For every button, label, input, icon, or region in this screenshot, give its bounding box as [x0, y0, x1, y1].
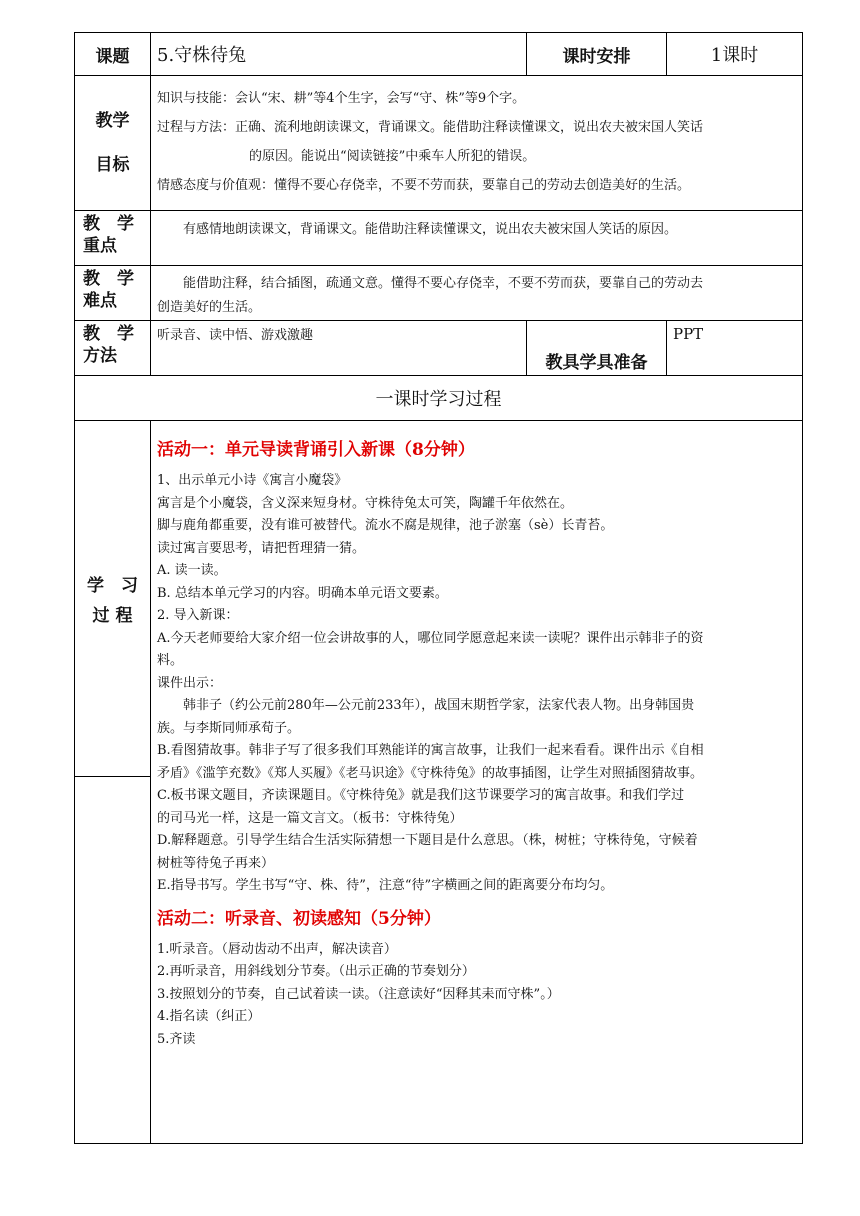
- method-label: [75, 321, 151, 376]
- focus-label-a: 教 学: [83, 214, 134, 234]
- goal-process: 过程与方法：正确、流利地朗读课文，背诵课文。能借助注释读懂课文，说出农夫被宋国人笑话: [157, 120, 704, 135]
- goal-knowledge: 知识与技能：会认“宋、耕”等4个生字，会写“守、株”等9个字。: [157, 91, 526, 106]
- process-line: D.解释题意。引导学生结合生活实际猜想一下题目是什么意思。（株，树桩；守株待兔，守候着: [157, 833, 698, 848]
- focus-label-b: 重点: [83, 236, 117, 256]
- difficulty-line2: 创造美好的生活。: [157, 300, 262, 315]
- goals-row: [75, 76, 803, 211]
- process-line: 脚与鹿角都重要，没有谁可被替代。流水不腐是规律，池子淤塞（sè）长青苔。: [157, 518, 614, 533]
- process-line: 3.按照划分的节奏，自己试着读一读。（注意读好“因释其耒而守株”。）: [157, 986, 560, 1002]
- method-label-a: 教 学: [83, 324, 134, 344]
- section-row: [75, 376, 803, 421]
- process-line: B. 总结本单元学习的内容。明确本单元语文要素。: [157, 585, 448, 601]
- process-line: E.指导书写。学生书写“守、株、待”，注意“待”字横画之间的距离要分布均匀。: [157, 878, 614, 893]
- difficulty-text: [151, 266, 803, 321]
- activity2-title: 活动二：听录音、初读感知（5分钟）: [157, 908, 441, 929]
- process-line: 1、出示单元小诗《寓言小魔袋》: [157, 473, 348, 488]
- focus-label: [75, 211, 151, 266]
- topic-value: 5.守株待兔: [151, 33, 527, 76]
- goals-label: [75, 76, 151, 211]
- method-row: [75, 321, 803, 376]
- process-line: 读过寓言要思考，请把哲理猜一猜。: [157, 540, 366, 556]
- process-label-cell: [75, 421, 151, 1144]
- focus-row: [75, 211, 803, 266]
- header-row: [75, 33, 803, 76]
- goals-label-line2: 目标: [95, 155, 130, 175]
- process-content: [151, 421, 803, 1144]
- method-label-b: 方法: [83, 346, 117, 366]
- process-line: 寓言是个小魔袋，含义深来短身材。守株待兔太可笑，陶罐千年依然在。: [157, 495, 574, 511]
- goals-content: [151, 76, 803, 211]
- process-label: [75, 421, 150, 777]
- process-line: 韩非子（约公元前280年—公元前233年），战国末期哲学家，法家代表人物。出身韩国贵: [157, 698, 695, 713]
- process-line: A.今天老师要给大家介绍一位会讲故事的人，哪位同学愿意起来读一读呢？课件出示韩非子的资: [157, 630, 704, 646]
- lesson-plan-table: [74, 32, 803, 1144]
- process-row: [75, 421, 803, 1144]
- process-line: 树桩等待兔子再来）: [157, 855, 275, 871]
- activity1-title: 活动一：单元导读背诵引入新课（8分钟）: [157, 440, 475, 460]
- tools-label: 教具学具准备: [527, 321, 667, 376]
- topic-label: 课题: [75, 33, 151, 76]
- difficulty-label: [75, 266, 151, 321]
- schedule-value: 1课时: [667, 33, 803, 76]
- lesson-plan: [74, 32, 802, 1144]
- process-line: 2. 导入新课：: [157, 608, 239, 623]
- process-line: A. 读一读。: [157, 563, 227, 578]
- process-line: C.板书课文题目，齐读课题目。《守株待兔》就是我们这节课要学习的寓言故事。和我们学过: [157, 788, 685, 803]
- focus-text: 有感情地朗读课文，背诵课文。能借助注释读懂课文，说出农夫被宋国人笑话的原因。: [151, 211, 803, 266]
- activity2-lines: [157, 939, 796, 1052]
- process-label-a: 学 习: [87, 576, 138, 596]
- difficulty-line1: 能借助注释，结合插图，疏通文意。懂得不要心存侥幸，不要不劳而获，要靠自己的劳动去: [183, 276, 704, 291]
- difficulty-label-a: 教 学: [83, 269, 134, 289]
- goal-process-cont: 的原因。能说出“阅读链接”中乘车人所犯的错误。: [249, 149, 536, 164]
- goal-emotion: 情感态度与价值观：懂得不要心存侥幸，不要不劳而获，要靠自己的劳动去创造美好的生活。: [157, 178, 691, 193]
- process-line: 族。与李斯同师承荀子。: [157, 720, 301, 736]
- process-line: 料。: [157, 653, 184, 668]
- process-line: 矛盾》《滥竽充数》《郑人买履》《老马识途》《守株待兔》的故事插图，让学生对照插图猜故事。: [157, 765, 704, 781]
- goals-label-line1: 教学: [95, 111, 130, 131]
- activity1-lines: [157, 470, 796, 898]
- section-title: 一课时学习过程: [75, 376, 803, 421]
- process-line: 5.齐读: [157, 1031, 196, 1047]
- difficulty-label-b: 难点: [83, 291, 117, 311]
- process-line: 2.再听录音，用斜线划分节奏。（出示正确的节奏划分）: [157, 964, 475, 979]
- process-line: 课件出示：: [157, 675, 223, 691]
- process-line: 的司马光一样，这是一篇文言文。（板书：守株待兔）: [157, 810, 463, 826]
- difficulty-row: [75, 266, 803, 321]
- process-line: 1.听录音。（唇动齿动不出声，解决读音）: [157, 941, 397, 957]
- method-text: 听录音、读中悟、游戏激趣: [151, 321, 527, 376]
- schedule-label: 课时安排: [527, 33, 667, 76]
- process-line: 4.指名读（纠正）: [157, 1009, 261, 1024]
- tools-value: PPT: [667, 321, 803, 376]
- process-label-b: 过 程: [92, 606, 133, 626]
- process-line: B.看图猜故事。韩非子写了很多我们耳熟能详的寓言故事，让我们一起来看看。课件出示《自相: [157, 743, 704, 758]
